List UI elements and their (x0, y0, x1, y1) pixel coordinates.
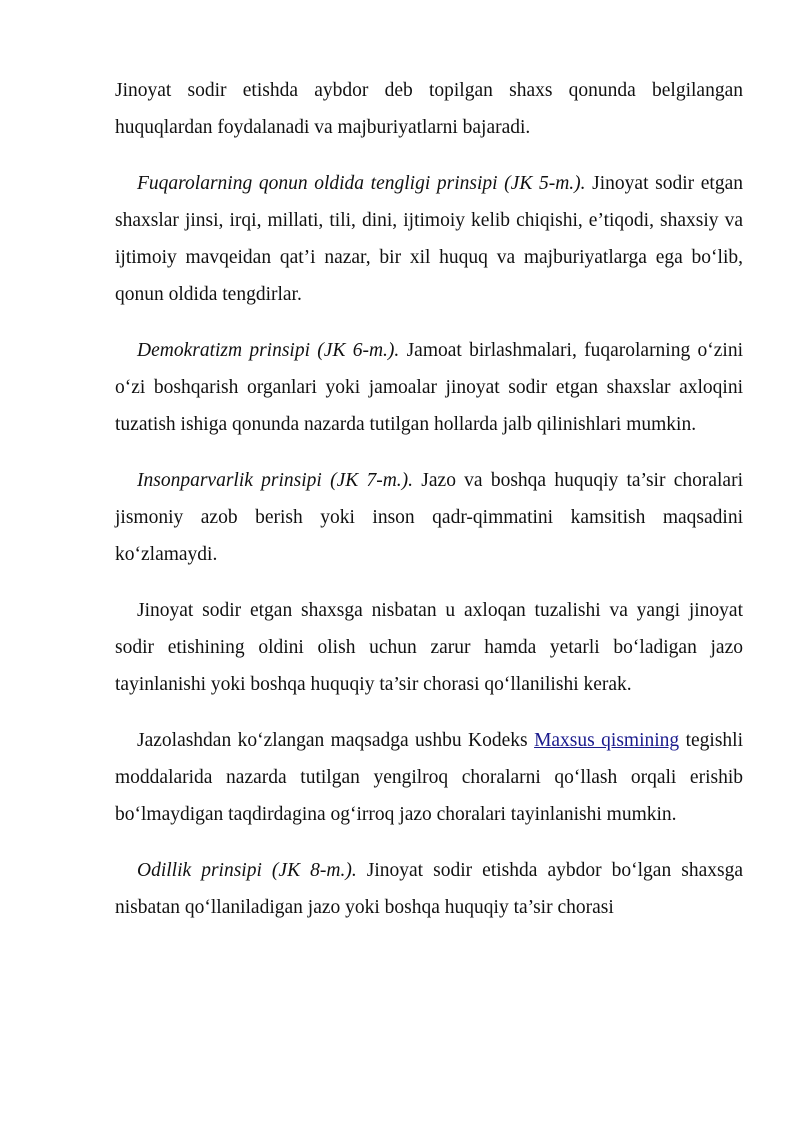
paragraph-humanism-principle (115, 462, 743, 573)
paragraph-punishment-purpose (115, 592, 743, 703)
paragraph-text: Jinoyat sodir etgan shaxsga nisbatan u axloqan tuzalishi va yangi jinoyat sodir etishining oldini olish uchun zarur hamda yetarli bo‘ladigan jazo tayinlanishi yoki boshqa huquqiy ta’sir chorasi qo‘llanilishi kerak. (115, 600, 743, 695)
principle-heading: Fuqarolarning qonun oldida tengligi prinsipi (JK 5-m.). (137, 173, 586, 194)
paragraph-text: Jazo va boshqa huquqiy ta’sir choralari jismoniy azob berish yoki inson qadr-qimmatini kamsitish maqsadini ko‘zlamaydi. (115, 470, 743, 565)
paragraph-equality-principle (115, 165, 743, 313)
special-part-link[interactable]: Maxsus qismining (534, 730, 680, 751)
principle-heading: Demokratizm prinsipi (JK 6-m.). (137, 340, 400, 361)
paragraph-text: Jamoat birlashmalari, fuqarolarning o‘zini o‘zi boshqarish organlari yoki jamoalar jinoyat sodir etgan shaxslar axloqini tuzatish ishiga qonunda nazarda tutilgan hollarda jalb qilinishlari mumkin. (115, 340, 743, 435)
paragraph-democracy-principle (115, 332, 743, 443)
paragraph-rights (115, 72, 743, 146)
principle-heading: Insonparvarlik prinsipi (JK 7-m.). (137, 470, 414, 491)
paragraph-text: Jinoyat sodir etishda aybdor bo‘lgan shaxsga nisbatan qo‘llaniladigan jazo yoki boshqa huquqiy ta’sir chorasi (115, 860, 743, 918)
paragraph-text-before-link: Jazolashdan ko‘zlangan maqsadga ushbu Kodeks (137, 730, 535, 751)
paragraph-text: Jinoyat sodir etgan shaxslar jinsi, irqi, millati, tili, dini, ijtimoiy kelib chiqishi, e’tiqodi, shaxsiy va ijtimoiy mavqeidan qat’i nazar, bir xil huquq va majburiyatlarga ega bo‘lib, qonun oldida tengdirlar. (115, 173, 743, 305)
document-page (115, 72, 743, 945)
paragraph-lenient-measures (115, 722, 743, 833)
paragraph-text: Jinoyat sodir etishda aybdor deb topilgan shaxs qonunda belgilangan huquqlardan foydalanadi va majburiyatlarni bajaradi. (115, 80, 743, 138)
paragraph-text-after-link: tegishli moddalarida nazarda tutilgan yengilroq choralarni qo‘llash orqali erishib bo‘lmaydigan taqdirdagina og‘irroq jazo choralari tayinlanishi mumkin. (115, 730, 744, 825)
paragraph-justice-principle (115, 852, 743, 926)
principle-heading: Odillik prinsipi (JK 8-m.). (137, 860, 357, 881)
